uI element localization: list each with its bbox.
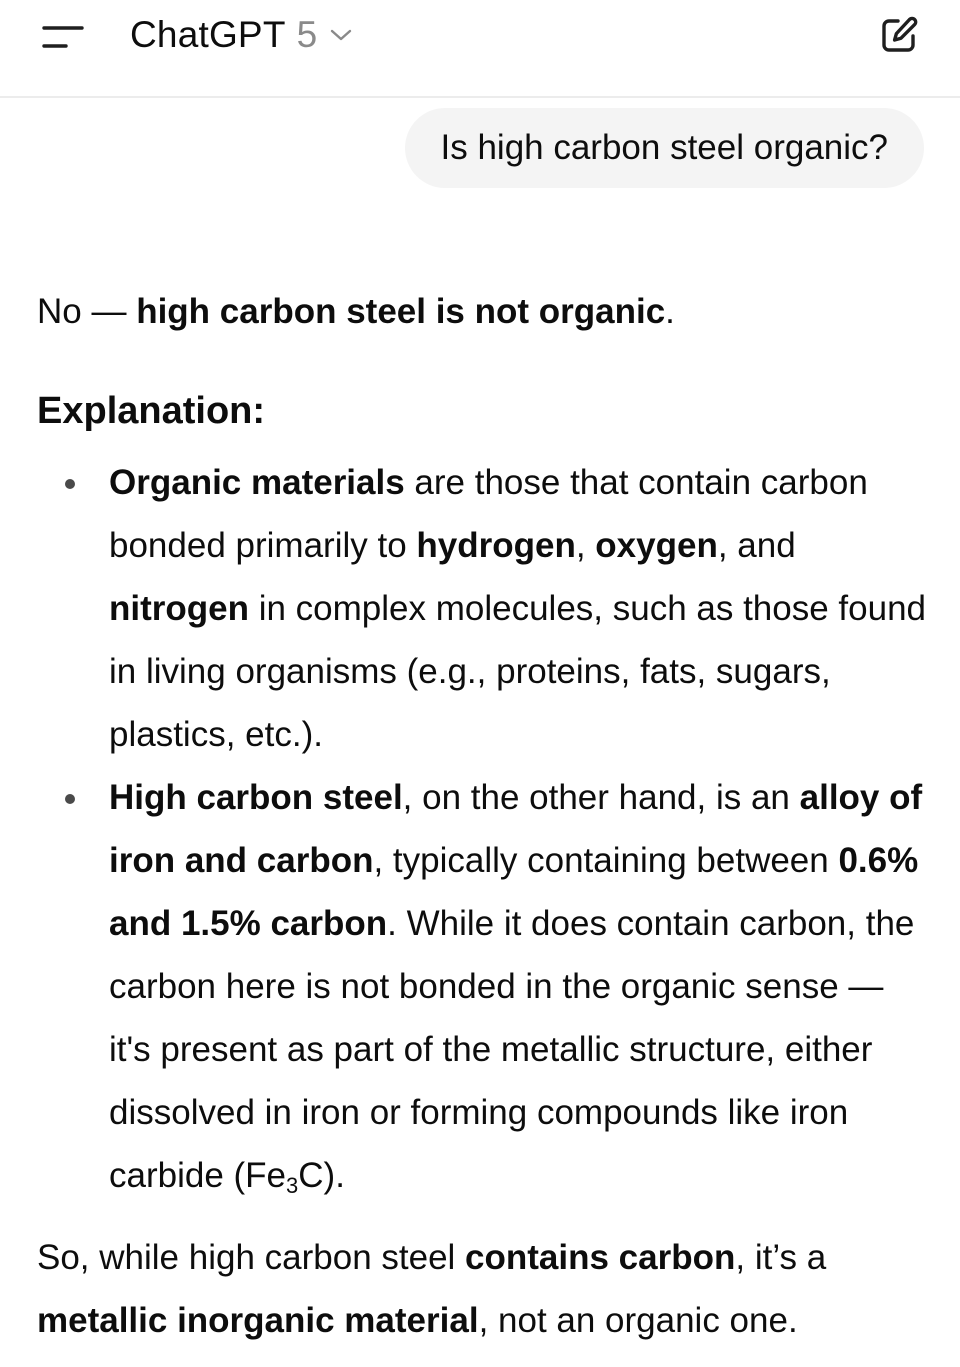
closing-paragraph [37,1226,927,1352]
bullet1-text1: are those that contain carbon bonded primarily to [109,463,868,565]
closing-text1: So, while high carbon steel [37,1238,466,1277]
app-title: ChatGPT [130,14,286,55]
model-selector[interactable] [130,12,353,58]
edit-pencil-icon [876,12,922,58]
term-oxygen: oxygen [595,526,718,565]
bullet2-text4: C). [298,1156,345,1195]
term-high-carbon-steel: High carbon steel [109,778,403,817]
term-carbon-range: 0.6% and 1.5% carbon [109,841,919,943]
list-item-high-carbon-steel [37,766,927,1207]
chevron-down-icon [329,27,353,48]
top-bar [0,0,960,98]
bullet2-text3: . While it does contain carbon, the carbon here is not bonded in the organic sense — it's present as part of the metallic structure, either dissolved in iron or forming compounds like iron carbide (Fe [109,904,915,1195]
formula-subscript: 3 [286,1173,299,1198]
model-version: 5 [296,14,318,55]
bullet1-text2: , [575,526,596,565]
assistant-response [37,280,927,1352]
closing-text2: , it’s a [735,1238,827,1277]
new-chat-button[interactable] [876,12,922,58]
answer-summary [37,280,927,343]
answer-prefix: No — [37,292,137,331]
list-item-organic-materials [37,451,927,766]
term-hydrogen: hydrogen [416,526,576,565]
explanation-heading: Explanation: [37,390,266,432]
answer-suffix: . [665,292,675,331]
answer-bold: high carbon steel is not organic [136,292,666,331]
hamburger-menu-icon[interactable] [30,14,90,58]
term-organic-materials: Organic materials [109,463,405,502]
bullet1-text3: , and [717,526,796,565]
closing-bold2: metallic inorganic material [37,1301,479,1340]
closing-text3: , not an organic one. [478,1301,798,1340]
bullet2-text1: , on the other hand, is an [402,778,800,817]
bullet2-text2: , typically containing between [373,841,839,880]
term-alloy: alloy of iron and carbon [109,778,923,880]
term-nitrogen: nitrogen [109,589,249,628]
closing-bold1: contains carbon [465,1238,736,1277]
user-message-bubble [405,108,925,188]
explanation-list [37,451,927,1207]
bullet1-text4: in complex molecules, such as those found in living organisms (e.g., proteins, fats, sugars, plastics, etc.). [109,589,927,754]
user-message-text: Is high carbon steel organic? [440,128,888,167]
